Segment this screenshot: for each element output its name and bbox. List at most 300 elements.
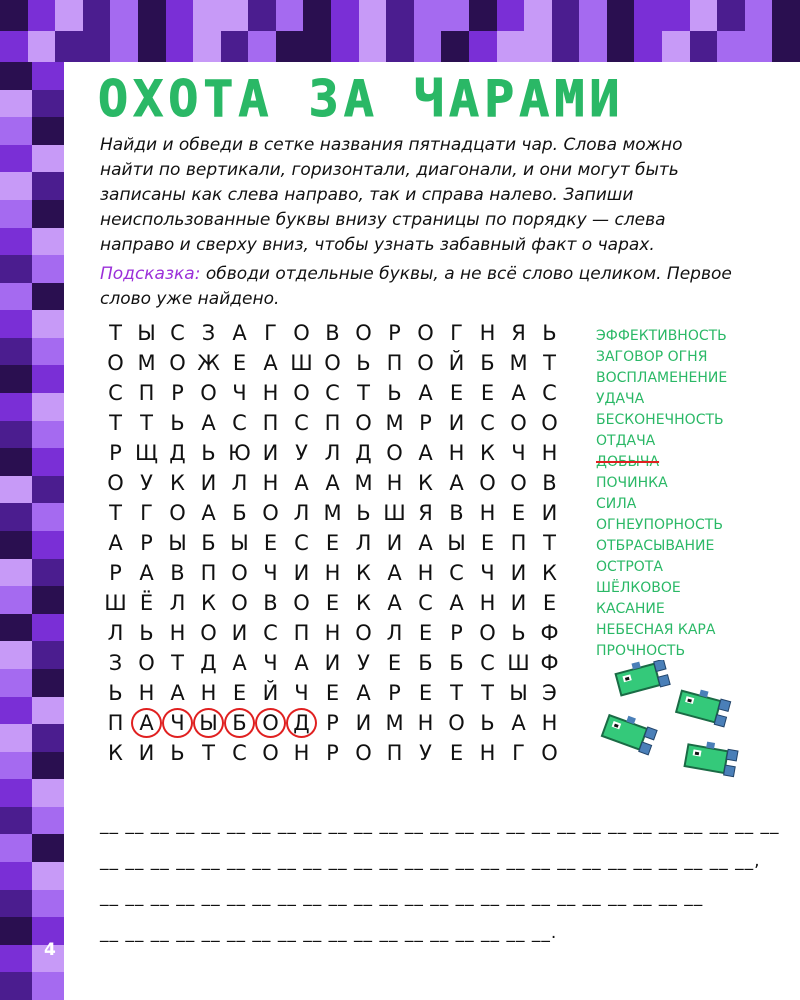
- border-pixel: [138, 31, 166, 62]
- grid-letter[interactable]: Д: [169, 441, 186, 465]
- grid-letter[interactable]: Л: [169, 591, 186, 615]
- grid-letter[interactable]: Ё: [139, 591, 154, 615]
- grid-letter[interactable]: О: [355, 321, 372, 345]
- grid-letter[interactable]: Н: [169, 621, 186, 645]
- grid-letter[interactable]: Б: [418, 651, 433, 675]
- grid-letter[interactable]: Ч: [480, 561, 495, 585]
- grid-letter[interactable]: Д: [286, 708, 317, 738]
- grid-letter[interactable]: А: [511, 381, 526, 405]
- grid-letter[interactable]: А: [418, 531, 433, 555]
- grid-letter[interactable]: Ы: [193, 708, 224, 738]
- grid-letter[interactable]: А: [449, 471, 464, 495]
- grid-letter[interactable]: Е: [325, 591, 340, 615]
- grid-letter[interactable]: А: [294, 471, 309, 495]
- grid-letter[interactable]: С: [232, 741, 247, 765]
- grid-letter[interactable]: А: [232, 321, 247, 345]
- grid-letter[interactable]: С: [418, 591, 433, 615]
- grid-letter[interactable]: Ю: [228, 441, 251, 465]
- grid-letter[interactable]: О: [293, 381, 310, 405]
- grid-letter[interactable]: Э: [542, 681, 557, 705]
- border-pixel: [303, 0, 331, 31]
- grid-row: [100, 378, 565, 408]
- border-pixel: [0, 228, 32, 256]
- word-list-item: БЕСКОНЕЧНОСТЬ: [596, 412, 724, 428]
- grid-row: [100, 438, 565, 468]
- grid-letter[interactable]: Щ: [135, 441, 158, 465]
- grid-letter[interactable]: М: [137, 351, 156, 375]
- cod-fish-icon: [676, 685, 732, 727]
- grid-letter[interactable]: П: [386, 741, 403, 765]
- grid-letter[interactable]: О: [355, 741, 372, 765]
- border-pixel: [0, 531, 32, 559]
- border-pixel: [0, 283, 32, 311]
- border-pixel: [0, 310, 32, 338]
- grid-letter[interactable]: О: [355, 621, 372, 645]
- grid-letter[interactable]: Е: [325, 531, 340, 555]
- grid-letter[interactable]: Ч: [162, 708, 193, 738]
- grid-letter[interactable]: Р: [171, 381, 184, 405]
- border-pixel: [32, 117, 64, 145]
- border-pixel: [32, 338, 64, 366]
- grid-letter[interactable]: Е: [449, 381, 464, 405]
- answer-blank-line[interactable]: __ __ __ __ __ __ __ __ __ __ __ __ __ __ __ __ __ __ __ __ __ __ __ __: [100, 887, 704, 907]
- grid-letter[interactable]: Т: [543, 531, 556, 555]
- grid-letter[interactable]: И: [386, 531, 403, 555]
- border-pixel: [32, 752, 64, 780]
- grid-letter[interactable]: С: [480, 411, 495, 435]
- grid-letter[interactable]: Р: [450, 621, 463, 645]
- border-pixel: [221, 0, 249, 31]
- grid-letter[interactable]: Я: [511, 321, 526, 345]
- border-pixel: [441, 0, 469, 31]
- grid-letter[interactable]: О: [200, 381, 217, 405]
- border-pixel: [0, 117, 32, 145]
- border-pixel: [772, 0, 800, 31]
- grid-letter[interactable]: И: [138, 741, 155, 765]
- grid-letter[interactable]: Л: [293, 501, 310, 525]
- border-pixel: [32, 807, 64, 835]
- grid-letter[interactable]: Ч: [511, 441, 526, 465]
- answer-blank-line[interactable]: __ __ __ __ __ __ __ __ __ __ __ __ __ __ __ __ __ __ __ __ __ __ __ __ __ __ __: [100, 815, 780, 835]
- border-pixel: [0, 145, 32, 173]
- grid-letter[interactable]: Ы: [230, 531, 249, 555]
- grid-letter[interactable]: Н: [479, 591, 496, 615]
- grid-letter[interactable]: Н: [417, 711, 434, 735]
- grid-letter[interactable]: Ь: [170, 741, 185, 765]
- grid-letter[interactable]: Я: [418, 501, 433, 525]
- grid-letter[interactable]: П: [138, 381, 155, 405]
- border-pixel: [0, 917, 32, 945]
- grid-letter[interactable]: И: [355, 711, 372, 735]
- border-pixel: [32, 724, 64, 752]
- grid-letter[interactable]: К: [170, 471, 185, 495]
- grid-letter[interactable]: Т: [109, 501, 122, 525]
- grid-letter[interactable]: Л: [231, 471, 248, 495]
- grid-letter[interactable]: Ь: [139, 621, 154, 645]
- grid-letter[interactable]: О: [169, 501, 186, 525]
- grid-letter[interactable]: С: [294, 531, 309, 555]
- border-pixel: [166, 0, 194, 31]
- border-pixel: [0, 641, 32, 669]
- grid-letter[interactable]: Ы: [137, 321, 156, 345]
- grid-row: [100, 558, 565, 588]
- grid-letter[interactable]: Л: [355, 531, 372, 555]
- grid-letter[interactable]: С: [542, 381, 557, 405]
- grid-letter[interactable]: О: [262, 501, 279, 525]
- grid-letter[interactable]: В: [449, 501, 464, 525]
- grid-letter[interactable]: В: [542, 471, 557, 495]
- grid-letter[interactable]: П: [293, 621, 310, 645]
- grid-letter[interactable]: И: [200, 471, 217, 495]
- border-pixel: [32, 972, 64, 1000]
- grid-letter[interactable]: Н: [479, 501, 496, 525]
- grid-letter[interactable]: И: [541, 501, 558, 525]
- word-list-item: ДОБЫЧА: [596, 454, 660, 470]
- grid-letter[interactable]: Е: [480, 381, 495, 405]
- grid-letter[interactable]: Й: [448, 351, 465, 375]
- grid-letter[interactable]: С: [325, 381, 340, 405]
- border-pixel: [0, 421, 32, 449]
- grid-letter[interactable]: З: [201, 321, 216, 345]
- grid-letter[interactable]: А: [449, 591, 464, 615]
- grid-letter[interactable]: Т: [450, 681, 463, 705]
- grid-letter[interactable]: О: [541, 741, 558, 765]
- grid-letter[interactable]: П: [262, 411, 279, 435]
- grid-letter[interactable]: Ь: [542, 321, 557, 345]
- grid-letter[interactable]: Н: [417, 561, 434, 585]
- border-pixel: [0, 834, 32, 862]
- grid-letter[interactable]: О: [107, 351, 124, 375]
- grid-letter[interactable]: О: [138, 651, 155, 675]
- grid-letter[interactable]: Е: [418, 621, 433, 645]
- grid-letter[interactable]: Б: [201, 531, 216, 555]
- border-pixel: [32, 862, 64, 890]
- grid-letter[interactable]: О: [355, 411, 372, 435]
- fish-illustration: [590, 660, 760, 780]
- grid-letter[interactable]: А: [387, 591, 402, 615]
- grid-letter[interactable]: Т: [140, 411, 153, 435]
- grid-letter[interactable]: А: [294, 651, 309, 675]
- border-pixel: [0, 365, 32, 393]
- grid-letter[interactable]: А: [356, 681, 371, 705]
- grid-letter[interactable]: Ь: [480, 711, 495, 735]
- border-pixel: [0, 90, 32, 118]
- border-pixel: [32, 697, 64, 725]
- grid-letter[interactable]: О: [448, 711, 465, 735]
- grid-letter[interactable]: Г: [264, 321, 277, 345]
- grid-letter[interactable]: Ь: [387, 381, 402, 405]
- hint-text: обводи отдельные буквы, а не всё слово целиком. Первое слово уже найдено.: [100, 264, 732, 309]
- border-pixel: [32, 145, 64, 173]
- grid-letter[interactable]: Р: [326, 711, 339, 735]
- grid-letter[interactable]: Р: [140, 531, 153, 555]
- grid-letter[interactable]: Й: [262, 681, 279, 705]
- grid-letter[interactable]: М: [354, 471, 373, 495]
- grid-letter[interactable]: В: [170, 561, 185, 585]
- grid-letter[interactable]: Ы: [447, 531, 466, 555]
- grid-letter[interactable]: Н: [541, 711, 558, 735]
- grid-letter[interactable]: К: [356, 561, 371, 585]
- grid-letter[interactable]: К: [108, 741, 123, 765]
- grid-letter[interactable]: М: [509, 351, 528, 375]
- grid-letter[interactable]: И: [510, 591, 527, 615]
- grid-letter[interactable]: О: [479, 621, 496, 645]
- grid-letter[interactable]: О: [324, 351, 341, 375]
- grid-letter[interactable]: Н: [541, 441, 558, 465]
- grid-letter[interactable]: Б: [224, 708, 255, 738]
- grid-letter[interactable]: Е: [232, 681, 247, 705]
- cod-fish-icon: [684, 738, 738, 776]
- grid-letter[interactable]: В: [263, 591, 278, 615]
- grid-letter[interactable]: Ь: [170, 411, 185, 435]
- grid-letter[interactable]: О: [107, 471, 124, 495]
- grid-letter[interactable]: Ф: [540, 651, 559, 675]
- grid-letter[interactable]: С: [449, 561, 464, 585]
- grid-letter[interactable]: П: [510, 531, 527, 555]
- grid-row: [100, 528, 565, 558]
- grid-letter[interactable]: Ь: [356, 351, 371, 375]
- grid-letter[interactable]: С: [170, 321, 185, 345]
- grid-letter[interactable]: Ь: [201, 441, 216, 465]
- instructions-text: Найди и обведи в сетке названия пятнадцати чар. Слова можно найти по вертикали, горизонтали, диагонали, и они могут быть записаны как слева направо, так и справа налево. Запиши неиспользованные буквы внизу страницы по порядку — слева направо и сверху вниз, чтобы узнать забавный факт о чарах.: [100, 135, 683, 255]
- grid-letter[interactable]: Н: [448, 441, 465, 465]
- grid-letter[interactable]: К: [480, 441, 495, 465]
- grid-letter[interactable]: А: [263, 351, 278, 375]
- border-pixel: [0, 752, 32, 780]
- word-list-item: ВОСПЛАМЕНЕНИЕ: [596, 370, 728, 386]
- grid-letter[interactable]: О: [541, 411, 558, 435]
- grid-letter[interactable]: С: [108, 381, 123, 405]
- grid-letter[interactable]: О: [386, 441, 403, 465]
- grid-letter[interactable]: Н: [200, 681, 217, 705]
- grid-letter[interactable]: О: [200, 621, 217, 645]
- border-pixel: [32, 614, 64, 642]
- grid-letter[interactable]: А: [170, 681, 185, 705]
- grid-letter[interactable]: Т: [109, 321, 122, 345]
- grid-letter[interactable]: О: [293, 321, 310, 345]
- grid-letter[interactable]: С: [480, 651, 495, 675]
- grid-letter[interactable]: Ь: [108, 681, 123, 705]
- grid-letter[interactable]: А: [325, 471, 340, 495]
- grid-letter[interactable]: Ь: [356, 501, 371, 525]
- grid-letter[interactable]: О: [262, 741, 279, 765]
- grid-letter[interactable]: И: [231, 621, 248, 645]
- border-pixel: [32, 90, 64, 118]
- grid-letter[interactable]: П: [386, 351, 403, 375]
- grid-letter[interactable]: Т: [357, 381, 370, 405]
- border-pixel: [331, 0, 359, 31]
- grid-letter[interactable]: Б: [480, 351, 495, 375]
- grid-letter[interactable]: Г: [140, 501, 153, 525]
- border-pixel: [469, 31, 497, 62]
- grid-letter[interactable]: В: [325, 321, 340, 345]
- grid-letter[interactable]: О: [510, 411, 527, 435]
- grid-letter[interactable]: Р: [109, 441, 122, 465]
- word-list-item: СИЛА: [596, 496, 637, 512]
- grid-letter[interactable]: М: [323, 501, 342, 525]
- border-pixel: [745, 31, 773, 62]
- grid-letter[interactable]: У: [357, 651, 370, 675]
- word-list-item: ШЁЛКОВОЕ: [596, 580, 681, 596]
- grid-letter[interactable]: С: [294, 411, 309, 435]
- grid-letter[interactable]: Т: [109, 411, 122, 435]
- grid-letter[interactable]: А: [232, 651, 247, 675]
- grid-letter[interactable]: Е: [263, 531, 278, 555]
- grid-letter[interactable]: С: [263, 621, 278, 645]
- border-pixel: [0, 724, 32, 752]
- border-pixel: [359, 31, 387, 62]
- grid-letter[interactable]: Н: [386, 471, 403, 495]
- border-pixel: [0, 172, 32, 200]
- grid-letter[interactable]: Ш: [104, 591, 127, 615]
- grid-letter[interactable]: У: [419, 741, 432, 765]
- grid-letter[interactable]: Е: [418, 681, 433, 705]
- grid-letter[interactable]: О: [510, 471, 527, 495]
- grid-letter[interactable]: И: [510, 561, 527, 585]
- border-pixel: [0, 0, 28, 31]
- grid-letter[interactable]: Ч: [294, 681, 309, 705]
- grid-letter[interactable]: У: [140, 471, 153, 495]
- word-list-item: УДАЧА: [596, 391, 645, 407]
- grid-letter[interactable]: О: [479, 471, 496, 495]
- grid-letter[interactable]: Н: [138, 681, 155, 705]
- grid-letter[interactable]: Т: [481, 681, 494, 705]
- border-pixel: [32, 365, 64, 393]
- grid-letter[interactable]: Ч: [263, 651, 278, 675]
- grid-letter[interactable]: О: [231, 561, 248, 585]
- grid-letter[interactable]: Н: [293, 741, 310, 765]
- border-pixel: [331, 31, 359, 62]
- grid-letter[interactable]: Б: [449, 651, 464, 675]
- grid-letter[interactable]: А: [131, 708, 162, 738]
- grid-letter[interactable]: Л: [324, 441, 341, 465]
- grid-letter[interactable]: Т: [543, 351, 556, 375]
- answer-blank-line[interactable]: __ __ __ __ __ __ __ __ __ __ __ __ __ __ __ __ __ __ __ __ __ __ __ __ __ __,: [100, 851, 761, 871]
- answer-blank-line[interactable]: __ __ __ __ __ __ __ __ __ __ __ __ __ __ __ __ __ __.: [100, 923, 558, 943]
- grid-letter[interactable]: Н: [324, 561, 341, 585]
- grid-letter[interactable]: А: [387, 561, 402, 585]
- grid-row: [100, 498, 565, 528]
- grid-letter[interactable]: Ш: [290, 351, 313, 375]
- grid-letter[interactable]: Н: [262, 471, 279, 495]
- grid-letter[interactable]: У: [295, 441, 308, 465]
- grid-letter[interactable]: Н: [479, 741, 496, 765]
- grid-letter[interactable]: Р: [109, 561, 122, 585]
- grid-letter[interactable]: И: [262, 441, 279, 465]
- grid-letter[interactable]: А: [108, 531, 123, 555]
- grid-letter[interactable]: О: [417, 321, 434, 345]
- grid-letter[interactable]: А: [511, 711, 526, 735]
- grid-letter[interactable]: К: [418, 471, 433, 495]
- grid-letter[interactable]: К: [201, 591, 216, 615]
- grid-letter[interactable]: Т: [202, 741, 215, 765]
- grid-letter[interactable]: А: [201, 501, 216, 525]
- grid-letter[interactable]: А: [201, 411, 216, 435]
- grid-letter[interactable]: А: [139, 561, 154, 585]
- cod-fish-icon: [614, 660, 670, 697]
- border-pixel: [662, 0, 690, 31]
- border-pixel: [690, 31, 718, 62]
- grid-letter[interactable]: Е: [232, 351, 247, 375]
- grid-letter[interactable]: О: [293, 591, 310, 615]
- grid-letter[interactable]: Е: [511, 501, 526, 525]
- grid-letter[interactable]: И: [293, 561, 310, 585]
- grid-letter[interactable]: И: [324, 651, 341, 675]
- border-pixel: [0, 31, 28, 62]
- grid-letter[interactable]: Ч: [263, 561, 278, 585]
- grid-letter[interactable]: О: [169, 351, 186, 375]
- grid-letter[interactable]: Н: [324, 621, 341, 645]
- grid-letter[interactable]: А: [418, 441, 433, 465]
- grid-letter[interactable]: Д: [200, 651, 217, 675]
- grid-letter[interactable]: Л: [386, 621, 403, 645]
- grid-letter[interactable]: Е: [542, 591, 557, 615]
- grid-letter[interactable]: Р: [388, 681, 401, 705]
- grid-letter[interactable]: О: [255, 708, 286, 738]
- grid-letter[interactable]: Т: [171, 651, 184, 675]
- border-pixel: [32, 641, 64, 669]
- grid-letter[interactable]: Л: [107, 621, 124, 645]
- grid-letter[interactable]: Е: [387, 651, 402, 675]
- grid-letter[interactable]: А: [418, 381, 433, 405]
- grid-letter[interactable]: Н: [479, 321, 496, 345]
- word-list-item: КАСАНИЕ: [596, 601, 665, 617]
- grid-letter[interactable]: М: [385, 411, 404, 435]
- grid-letter[interactable]: Н: [262, 381, 279, 405]
- grid-letter[interactable]: Ш: [507, 651, 530, 675]
- border-pixel: [276, 0, 304, 31]
- grid-letter[interactable]: П: [107, 711, 124, 735]
- grid-letter[interactable]: Д: [355, 441, 372, 465]
- grid-letter[interactable]: Р: [326, 741, 339, 765]
- grid-letter[interactable]: И: [448, 411, 465, 435]
- grid-letter[interactable]: Е: [325, 681, 340, 705]
- border-pixel: [0, 890, 32, 918]
- grid-letter[interactable]: З: [108, 651, 123, 675]
- grid-letter[interactable]: К: [542, 561, 557, 585]
- border-pixel: [0, 779, 32, 807]
- border-pixel: [0, 62, 32, 90]
- grid-letter[interactable]: Ж: [197, 351, 220, 375]
- grid-letter[interactable]: Ф: [540, 621, 559, 645]
- grid-letter[interactable]: О: [231, 591, 248, 615]
- border-pixel: [469, 0, 497, 31]
- grid-letter[interactable]: К: [356, 591, 371, 615]
- grid-letter[interactable]: О: [417, 351, 434, 375]
- grid-letter[interactable]: Ч: [232, 381, 247, 405]
- grid-letter[interactable]: П: [324, 411, 341, 435]
- word-list-item: ПОЧИНКА: [596, 475, 668, 491]
- grid-letter[interactable]: С: [232, 411, 247, 435]
- grid-letter[interactable]: Г: [512, 741, 525, 765]
- grid-letter[interactable]: Г: [450, 321, 463, 345]
- grid-letter[interactable]: П: [200, 561, 217, 585]
- grid-letter[interactable]: Ь: [511, 621, 526, 645]
- word-list-item: ОТБРАСЫВАНИЕ: [596, 538, 715, 554]
- grid-letter[interactable]: Ы: [509, 681, 528, 705]
- grid-letter[interactable]: Р: [388, 321, 401, 345]
- border-pixel: [32, 172, 64, 200]
- grid-letter[interactable]: Ы: [168, 531, 187, 555]
- grid-letter[interactable]: Е: [449, 741, 464, 765]
- grid-letter[interactable]: Ш: [383, 501, 406, 525]
- grid-letter[interactable]: Б: [232, 501, 247, 525]
- grid-letter[interactable]: Е: [480, 531, 495, 555]
- border-pixel: [690, 0, 718, 31]
- grid-letter[interactable]: Р: [419, 411, 432, 435]
- grid-letter[interactable]: М: [385, 711, 404, 735]
- border-pixel: [579, 31, 607, 62]
